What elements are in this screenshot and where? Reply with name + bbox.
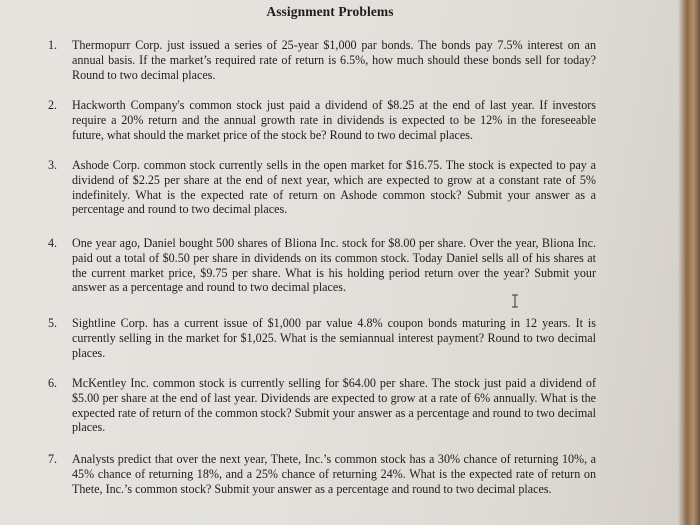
problem-text: Thermopurr Corp. just issued a series of 25-year $1,000 par bonds. The bonds pay 7.5% interest on an annual basis. If the market’s required rate of return is 6.5%, how much should these bonds sell for today? Round to two decimal places. xyxy=(72,38,596,82)
problem-item xyxy=(48,158,596,217)
page-title: Assignment Problems xyxy=(266,4,394,19)
problem-item xyxy=(48,98,596,142)
paper-edge xyxy=(678,0,700,525)
problem-item xyxy=(48,38,596,82)
problem-number: 6. xyxy=(48,376,58,390)
problem-item xyxy=(48,452,596,496)
problem-text: One year ago, Daniel bought 500 shares of Bliona Inc. stock for $8.00 per share. Over the year, Bliona Inc. paid out a total of $0.50 per share in dividends on its common stock. Today Daniel sells all of his shares at the current market price, $9.75 per share. What is his holding period return over the year? Submit your answer as a percentage and round to two decimal places. xyxy=(72,236,596,295)
problem-item xyxy=(48,376,596,435)
problem-item xyxy=(48,236,596,295)
problem-number: 3. xyxy=(48,158,58,172)
problem-text: Hackworth Company's common stock just paid a dividend of $8.25 at the end of last year. If investors require a 20% return and the annual growth rate in dividends is expected to be 12% in the foreseeable future, what should the market price of the stock be? Round to two decimal places. xyxy=(72,98,596,142)
problem-number: 4. xyxy=(48,236,58,250)
problem-number: 2. xyxy=(48,98,58,112)
problem-number: 7. xyxy=(48,452,58,466)
problem-number: 5. xyxy=(48,316,58,330)
text-cursor-icon xyxy=(510,294,520,308)
problem-text: Ashode Corp. common stock currently sells in the open market for $16.75. The stock is expected to pay a dividend of $2.25 per share at the end of next year, which are expected to grow at a constant rate of 5% indefinitely. What is the expected rate of return on Ashode common stock? Submit your answer as a percentage and round to two decimal places. xyxy=(72,158,596,217)
problem-text: Sightline Corp. has a current issue of $1,000 par value 4.8% coupon bonds maturing in 12 years. It is currently selling in the market for $1,025. What is the semiannual interest payment? Round to two decimal places. xyxy=(72,316,596,360)
problem-text: McKentley Inc. common stock is currently selling for $64.00 per share. The stock just paid a dividend of $5.00 per share at the end of last year. Dividends are expected to grow at a rate of 6% annually. What is the expected rate of return of the common stock? Submit your answer as a percentage and round to two decimal places. xyxy=(72,376,596,435)
problem-item xyxy=(48,316,596,360)
problem-text: Analysts predict that over the next year, Thete, Inc.’s common stock has a 30% chance of returning 10%, a 45% chance of returning 18%, and a 25% chance of returning 24%. What is the expected rate of return on Thete, Inc.’s common stock? Submit your answer as a percentage and round to two decimal places. xyxy=(72,452,596,496)
problem-number: 1. xyxy=(48,38,58,52)
